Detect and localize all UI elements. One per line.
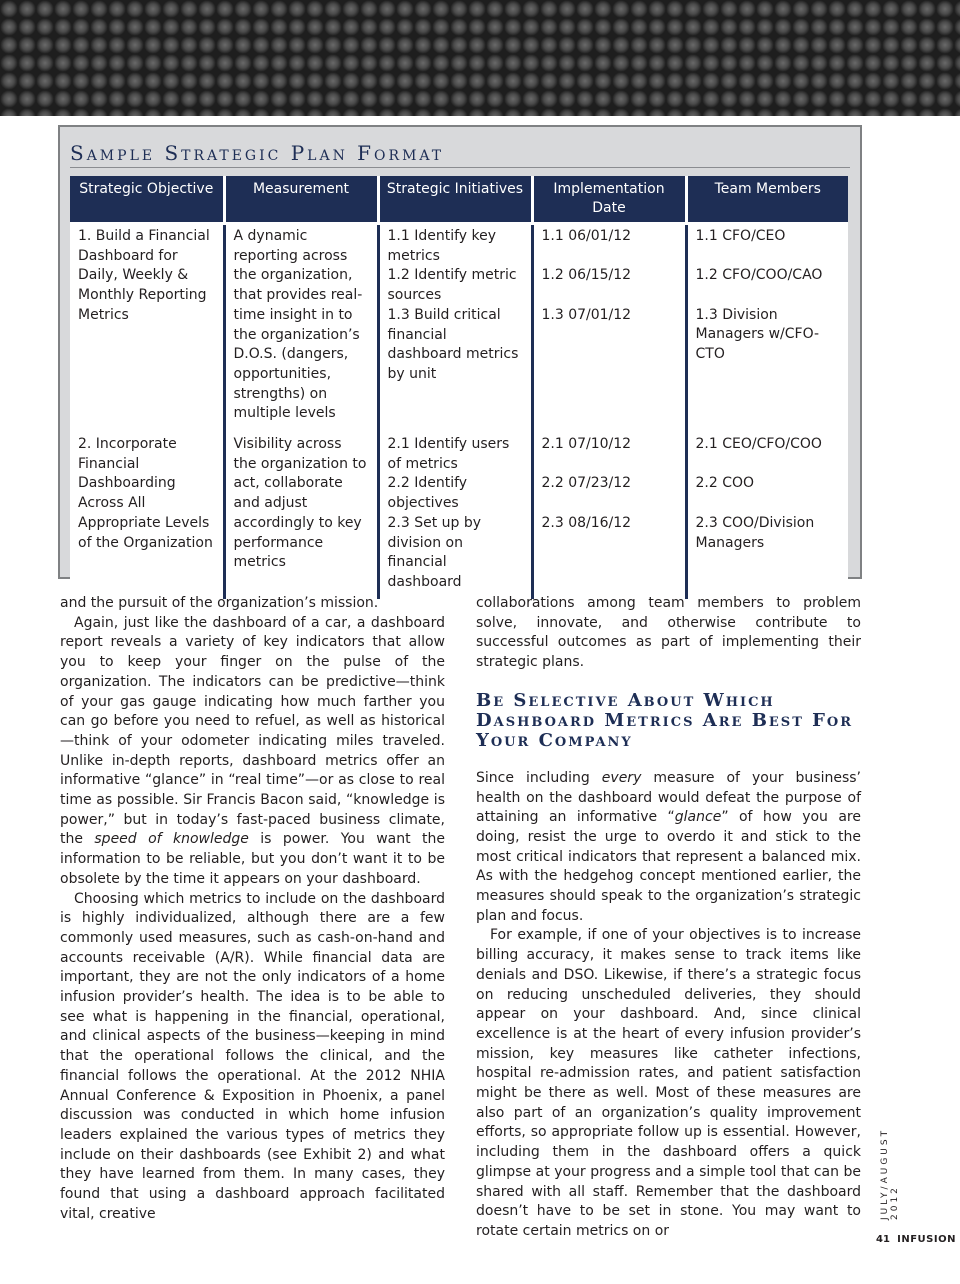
table-row (70, 224, 848, 432)
initiative-item: 2.3 Set up by division on financial dashboard (387, 514, 482, 590)
table-row (70, 432, 848, 599)
objective-cell: 2. Incorporate Financial Dashboarding Across All Appropriate Levels of the Organization (70, 432, 224, 599)
measurement-cell: Visibility across the organization to act, collaborate and adjust accordingly to key performance metrics (224, 432, 378, 599)
body-paragraph: Choosing which metrics to include on the dashboard is highly individualized, although there are a few commonly used measures, such as cash-on-hand and accounts receivable (A/R). While financial data are important, they are not the only indicators of a home infusion provider’s health. The idea is to be able to see what is happening in the financial, operational, and clinical aspects of the business—keeping in mind that the operational follows the clinical, and the financial follows the operational. At the 2012 NHIA Annual Conference & Exposition in Phoenix, a panel discussion was conducted in which home infusion leaders explained the various types of metrics they include on their dashboards (see Exhibit 2) and what they have learned from them. In many cases, they found that using a dashboard approach facilitated vital, creative (60, 890, 445, 1222)
column-header: Team Members (686, 176, 848, 224)
initiative-item: 2.1 Identify users of metrics (387, 436, 510, 472)
initiative-item: 2.2 Identify objectives (387, 475, 468, 512)
column-header: Strategic Initiatives (378, 176, 532, 224)
left-text-column (60, 594, 445, 1225)
body-paragraph: collaborations among team members to problem solve, innovate, and otherwise contribute to successful outcomes as part of implementing their strategic plans. (476, 595, 861, 671)
exhibit-title: Sample Strategic Plan Format (70, 141, 445, 165)
team-item: 2.3 COO/Division Managers (695, 514, 815, 551)
initiatives-cell (378, 224, 532, 432)
initiative-item: 1.1 Identify key metrics (387, 228, 497, 264)
column-header: Implementation Date (532, 176, 686, 224)
objective-cell: 1. Build a Financial Dashboard for Daily, Weekly & Monthly Reporting Metrics (70, 224, 224, 432)
header-pattern-band (0, 0, 960, 116)
date-item: 1.3 07/01/12 (541, 306, 632, 323)
exhibit-title-rule (70, 167, 850, 168)
date-item: 2.3 08/16/12 (541, 514, 632, 531)
section-heading: Be Selective About Which Dashboard Metrics Are Best For Your Company (476, 689, 854, 751)
exhibit-box (58, 125, 862, 590)
right-text-column (476, 594, 861, 1242)
team-item: 1.3 Division Managers w/CFO-CTO (695, 306, 820, 363)
body-paragraph: Since including every measure of your business’ health on the dashboard would defeat the purpose of attaining an informative “glance” of how you are doing, resist the urge to overdo it and stick to the most critical indicators that represent a balanced mix. As with the hedgehog concept mentioned earlier, the measures should speak to the organization’s strategic plan and focus. (476, 769, 861, 924)
dates-cell (532, 432, 686, 599)
column-header: Measurement (224, 176, 378, 224)
initiative-item: 1.2 Identify metric sources (387, 267, 517, 304)
page-footer (876, 1234, 956, 1245)
initiatives-cell (378, 432, 532, 599)
team-item: 2.1 CEO/CFO/COO (695, 436, 822, 453)
team-item: 1.2 CFO/COO/CAO (695, 267, 823, 284)
date-item: 1.1 06/01/12 (541, 228, 632, 244)
strategic-plan-table (70, 176, 848, 599)
body-paragraph: and the pursuit of the organization’s mission. (60, 595, 379, 611)
date-item: 2.1 07/10/12 (541, 436, 632, 453)
page-number: 41 (876, 1234, 890, 1245)
measurement-cell: A dynamic reporting across the organization, that provides real-time insight in to the organization’s D.O.S. (dangers, opportunities, strengths) on multiple levels (224, 224, 378, 432)
column-header: Strategic Objective (70, 176, 224, 224)
date-item: 1.2 06/15/12 (541, 267, 632, 284)
issue-date-label: JULY/AUGUST 2012 (880, 1127, 900, 1220)
dates-cell (532, 224, 686, 432)
body-paragraph: Again, just like the dashboard of a car, a dashboard report reveals a variety of key indicators that allow you to keep your finger on the pulse of the organization. The indicators can be predictive—think of your gas gauge indicating how much farther you can go before you need to refuel, as well as historical—think of your odometer indicating miles traveled. Unlike in-depth reports, dashboard metrics offer an informative “glance” in “real time”—or as close to real time as possible. Sir Francis Bacon said, “knowledge is power,” but in today’s fast-paced business climate, the speed of knowledge is power. You want the information to be reliable, but you don’t want it to be obsolete by the time it appears on your dashboard. (60, 614, 445, 887)
team-item: 2.2 COO (695, 475, 755, 492)
table-header-row (70, 176, 848, 224)
body-paragraph: For example, if one of your objectives is to increase billing accuracy, it makes sense to track items like denials and DSO. Likewise, if there’s a strategic focus on reducing unscheduled deliveries, they should appear on your dashboard. And, since clinical excellence is at the heart of every infusion provider’s mission, key measures like catheter infections, hospital re-admission rates, and patient satisfaction might be there as well. Most of these measures are also part of an organization’s quality improvement efforts, so appropriate follow up is essential. However, including them in the dashboard offers a quick glimpse at your progress and a simple tool that can be shared with all staff. Remember that the dashboard doesn’t have to be set in stone. You may want to rotate certain metrics on or (476, 927, 861, 1239)
team-cell (686, 224, 848, 432)
publication-name: INFUSION (897, 1234, 956, 1245)
team-item: 1.1 CFO/CEO (695, 228, 786, 244)
date-item: 2.2 07/23/12 (541, 475, 632, 492)
team-cell (686, 432, 848, 599)
initiative-item: 1.3 Build critical financial dashboard metrics by unit (387, 306, 519, 382)
